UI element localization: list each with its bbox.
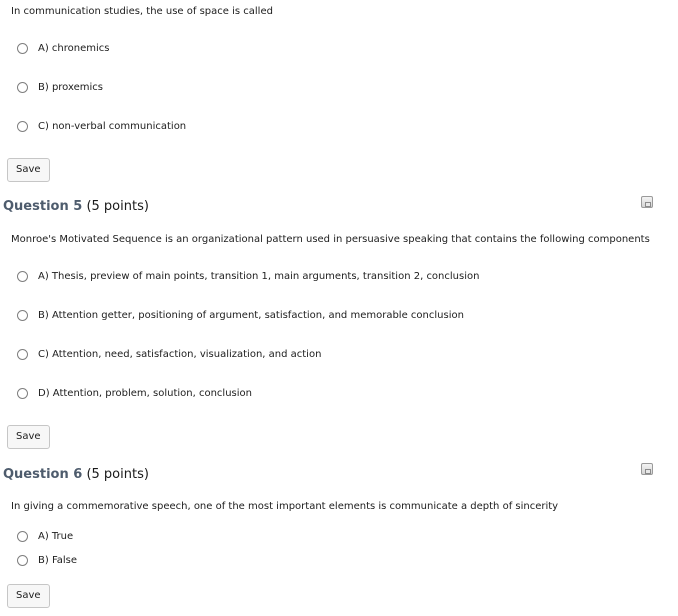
question-4-save-button[interactable]: Save (7, 158, 50, 182)
question-5-points: (5 points) (86, 199, 149, 214)
question-6-save-button[interactable]: Save (7, 584, 50, 608)
question-4-option-a[interactable] (17, 43, 109, 54)
question-4-option-c[interactable] (17, 121, 186, 132)
option-label: A) Thesis, preview of main points, transition 1, main arguments, transition 2, conclusion (38, 271, 480, 282)
question-6-prompt: In giving a commemorative speech, one of the most important elements is communicate a depth of sincerity (11, 501, 559, 512)
question-5-label: Question 5 (3, 199, 83, 214)
option-label: C) Attention, need, satisfaction, visualization, and action (38, 349, 322, 360)
question-5-option-b[interactable] (17, 310, 464, 321)
option-label: B) False (38, 555, 78, 566)
question-6-label: Question 6 (3, 467, 83, 482)
question-4-option-b[interactable] (17, 82, 103, 93)
radio-button[interactable] (17, 555, 28, 566)
option-label: A) True (38, 531, 74, 542)
option-label: B) Attention getter, positioning of argument, satisfaction, and memorable conclusion (38, 310, 464, 321)
question-6-option-b[interactable] (17, 555, 77, 566)
option-label: A) chronemics (38, 43, 110, 54)
question-5-prompt: Monroe's Motivated Sequence is an organizational pattern used in persuasive speaking that contains the following components (11, 234, 650, 245)
bookmark-flag-icon[interactable] (641, 196, 653, 208)
option-label: C) non-verbal communication (38, 121, 187, 132)
radio-button[interactable] (17, 271, 28, 282)
question-6-points: (5 points) (86, 467, 149, 482)
radio-button[interactable] (17, 121, 28, 132)
bookmark-flag-icon[interactable] (641, 463, 653, 475)
radio-button[interactable] (17, 310, 28, 321)
radio-button[interactable] (17, 43, 28, 54)
question-4-prompt: In communication studies, the use of space is called (11, 6, 273, 17)
question-6-heading (3, 467, 149, 482)
question-5-option-d[interactable] (17, 388, 252, 399)
question-5-heading (3, 199, 149, 214)
question-5-option-c[interactable] (17, 349, 321, 360)
radio-button[interactable] (17, 531, 28, 542)
question-5-save-button[interactable]: Save (7, 425, 50, 449)
question-6-option-a[interactable] (17, 531, 73, 542)
question-5-option-a[interactable] (17, 271, 479, 282)
radio-button[interactable] (17, 349, 28, 360)
radio-button[interactable] (17, 82, 28, 93)
radio-button[interactable] (17, 388, 28, 399)
option-label: B) proxemics (38, 82, 103, 93)
option-label: D) Attention, problem, solution, conclusion (38, 388, 252, 399)
